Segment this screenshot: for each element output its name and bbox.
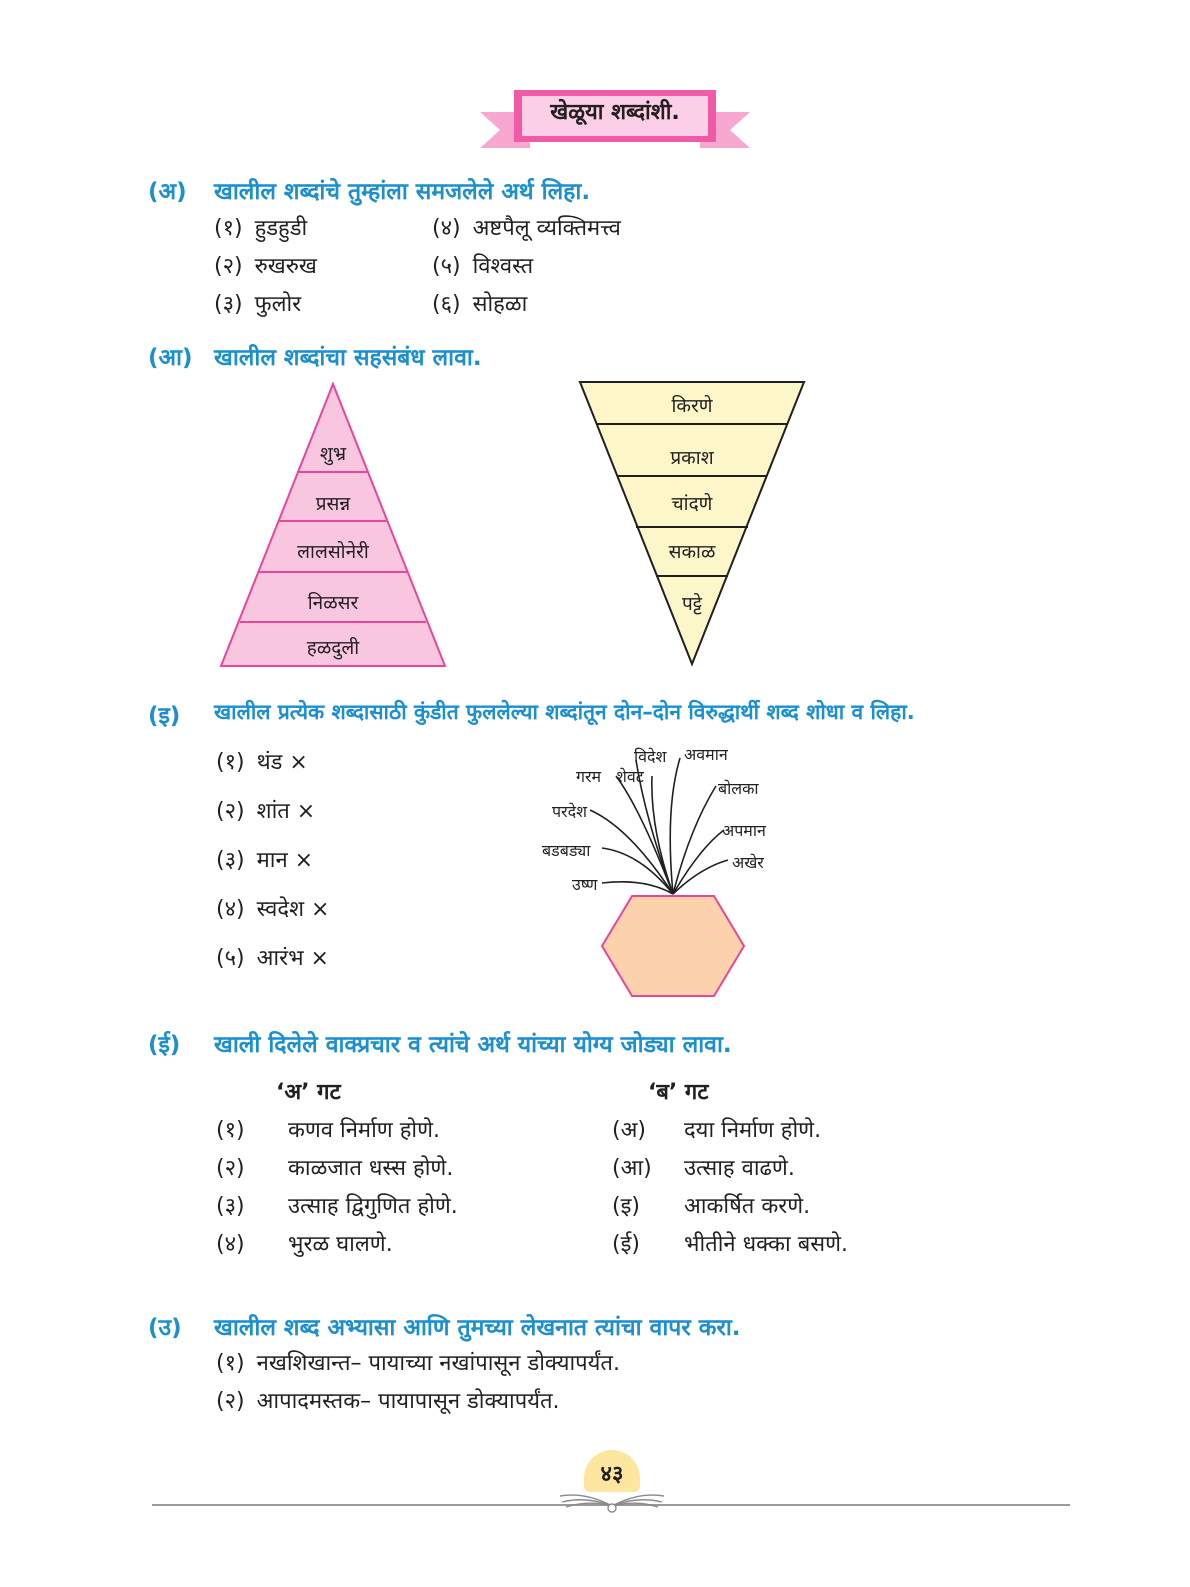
- list-item: (२) काळजात धस्स होणे.: [216, 1156, 454, 1181]
- pot-word: अखेर: [732, 853, 764, 872]
- list-item: (२) शांत ×: [216, 799, 316, 824]
- section-ii-instruction: खाली दिलेले वाक्प्रचार व त्यांचे अर्थ यांच्या योग्य जोड्या लावा.: [214, 1032, 732, 1058]
- pyramid-word: निळसर: [307, 592, 359, 614]
- list-item: (४) भुरळ घालणे.: [216, 1232, 393, 1257]
- pyramid-word: शुभ्र: [319, 443, 347, 465]
- list-item: (१) हुडहुडी: [214, 216, 308, 241]
- pyramid-word: लालसोनेरी: [297, 541, 369, 563]
- list-item: (४) अष्टपैलू व्यक्तिमत्त्व: [432, 216, 621, 241]
- section-i-instruction: खालील प्रत्येक शब्दासाठी कुंडीत फुललेल्या शब्दांतून दोन–दोन विरुद्धार्थी शब्द शोधा व लिहा.: [214, 700, 915, 724]
- list-item: (६) सोहळा: [432, 292, 528, 317]
- inverted-word: प्रकाश: [670, 447, 714, 469]
- pot-word: गरम: [576, 767, 602, 786]
- list-item: (४) स्वदेश ×: [216, 897, 330, 922]
- pot-word: बोलका: [718, 779, 759, 798]
- pot-word: विदेश: [634, 747, 667, 766]
- section-a-label: (अ): [148, 179, 187, 205]
- section-i-label: (इ): [148, 703, 181, 729]
- list-item: (२) आपादमस्तक– पायापासून डोक्यापर्यंत.: [216, 1389, 560, 1414]
- list-item: (५) आरंभ ×: [216, 946, 329, 971]
- page-number: ४३: [600, 1462, 624, 1487]
- pot-word: उष्ण: [572, 875, 598, 894]
- group-a-heading: ‘अ’ गट: [276, 1080, 341, 1105]
- list-item: (इ) आकर्षित करणे.: [612, 1194, 811, 1219]
- group-b-heading: ‘ब’ गट: [648, 1080, 709, 1105]
- list-item: (३) उत्साह द्विगुणित होणे.: [216, 1194, 458, 1219]
- section-aa-label: (आ): [148, 345, 193, 371]
- list-item: (३) मान ×: [216, 848, 314, 873]
- list-item: (५) विश्वस्त: [432, 254, 534, 279]
- pot-word: शेवट: [616, 767, 644, 786]
- section-aa-instruction: खालील शब्दांचा सहसंबंध लावा.: [214, 345, 482, 371]
- list-item: (३) फुलोर: [214, 292, 302, 317]
- pot-word: बडबड्या: [542, 841, 591, 860]
- list-item: (अ) दया निर्माण होणे.: [612, 1118, 822, 1143]
- list-item: (ई) भीतीने धक्का बसणे.: [612, 1232, 849, 1257]
- word-pyramid: [215, 380, 455, 672]
- flower-pot-diagram: [530, 738, 790, 1002]
- inverted-word: सकाळ: [668, 541, 716, 563]
- section-u-instruction: खालील शब्द अभ्यासा आणि तुमच्या लेखनात त्यांचा वापर करा.: [214, 1315, 741, 1341]
- section-u-label: (उ): [148, 1315, 182, 1341]
- inverted-word: पट्टे: [681, 593, 703, 615]
- pot-word: परदेश: [552, 802, 588, 821]
- section-ii-label: (ई): [148, 1032, 181, 1058]
- list-item: (आ) उत्साह वाढणे.: [612, 1156, 795, 1181]
- list-item: (२) रुखरुख: [214, 254, 317, 279]
- word-inverted-pyramid: [576, 378, 808, 670]
- list-item: (१) थंड ×: [216, 750, 308, 775]
- pyramid-word: प्रसन्न: [315, 493, 351, 515]
- inverted-word: चांदणे: [671, 493, 713, 515]
- inverted-word: किरणे: [671, 395, 713, 417]
- list-item: (१) कणव निर्माण होणे.: [216, 1118, 440, 1143]
- pyramid-word: हळदुली: [306, 637, 360, 659]
- pot-word: अवमान: [684, 745, 728, 764]
- section-a-instruction: खालील शब्दांचे तुम्हांला समजलेले अर्थ लिहा.: [214, 179, 591, 205]
- list-item: (१) नखशिखान्त– पायाच्या नखांपासून डोक्यापर्यंत.: [216, 1351, 620, 1376]
- banner-title: खेळूया शब्दांशी.: [550, 100, 680, 125]
- pot-word: अपमान: [722, 821, 766, 840]
